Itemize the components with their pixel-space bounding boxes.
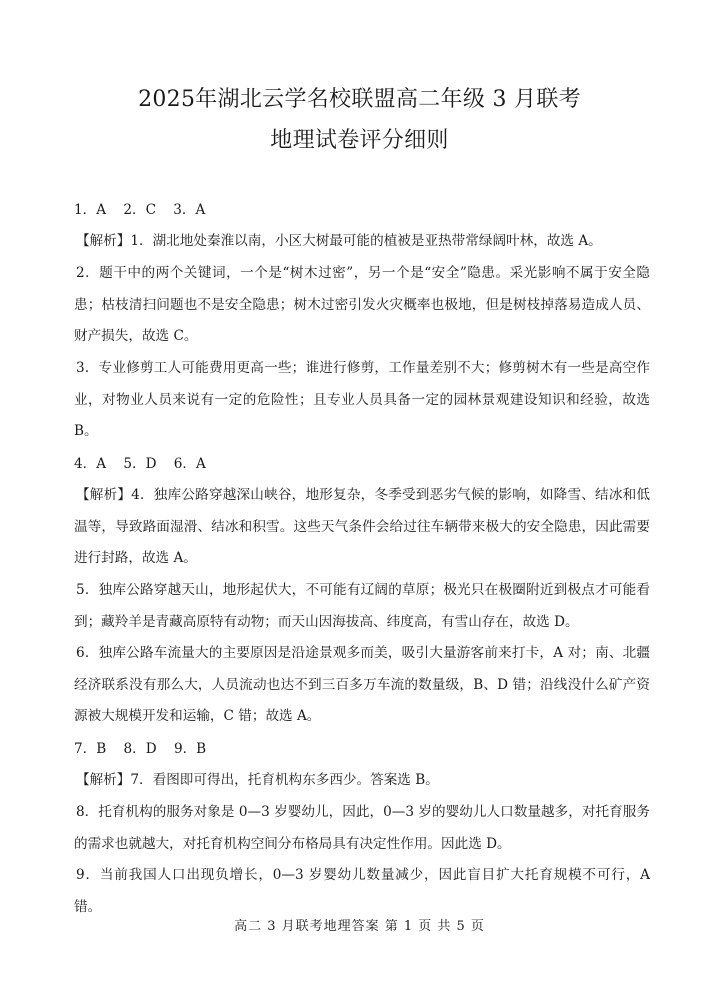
page-footer: 高二 3 月联考地理答案 第 1 页 共 5 页 bbox=[234, 919, 485, 934]
answer-row-1-3: 1．A 2．C 3．A bbox=[74, 202, 206, 218]
analysis-q4: 【解析】4．独库公路穿越深山峡谷，地形复杂，冬季受到恶劣气候的影响，如降雪、结冰和低温等，导致路面湿滑、结冰和积雪。这些天气条件会给过往车辆带来极大的安全隐患，因此需要进行封路，故选 A。 bbox=[74, 487, 650, 566]
page-title-line2: 地理试卷评分细则 bbox=[270, 128, 449, 153]
analysis-q1: 【解析】1．湖北地处秦淮以南，小区大树最可能的植被是亚热带常绿阔叶林，故选 A。 bbox=[76, 233, 602, 249]
analysis-q5: 5．独库公路穿越天山，地形起伏大，不可能有辽阔的草原；极光只在极圈附近到极点才可能看到；藏羚羊是青藏高原特有动物；而天山因海拔高、纬度高，有雪山存在，故选 D。 bbox=[74, 582, 650, 630]
answer-row-7-9: 7．B 8．D 9．B bbox=[74, 741, 207, 757]
analysis-q3: 3．专业修剪工人可能费用更高一些；谁进行修剪，工作量差别不大；修剪树木有一些是高空作业，对物业人员来说有一定的危险性；且专业人员具备一定的园林景观建设知识和经验，故选 B。 bbox=[74, 360, 650, 439]
analysis-q7: 【解析】7．看图即可得出，托育机构东多西少。答案选 B。 bbox=[76, 772, 439, 788]
analysis-q2: 2．题干中的两个关键词，一个是“树木过密”，另一个是“安全”隐患。采光影响不属于安全隐患；枯枝清扫问题也不是安全隐患；树木过密引发火灾概率也极地，但是树枝掉落易造成人员、财产损失，故选 C。 bbox=[74, 265, 650, 344]
analysis-q6: 6．独库公路车流量大的主要原因是沿途景观多而美，吸引大量游客前来打卡，A 对；南、北疆经济联系没有那么大，人员流动也达不到三百多万车流的数量级，B、D 错；沿线没什么矿产资源被大规模开发和运输，C 错；故选 A。 bbox=[74, 645, 650, 724]
page-title-line1: 2025年湖北云学名校联盟高二年级 3 月联考 bbox=[138, 87, 581, 112]
analysis-q8: 8．托育机构的服务对象是 0—3 岁婴幼儿，因此，0—3 岁的婴幼儿人口数量越多，对托育服务的需求也就越大，对托育机构空间分布格局具有决定性作用。因此选 D。 bbox=[74, 804, 650, 852]
analysis-q9: 9．当前我国人口出现负增长，0—3 岁婴幼儿数量减少，因此盲目扩大托育规模不可行，A 错。 bbox=[74, 867, 650, 915]
answer-row-4-6: 4．A 5．D 6．A bbox=[74, 456, 206, 472]
